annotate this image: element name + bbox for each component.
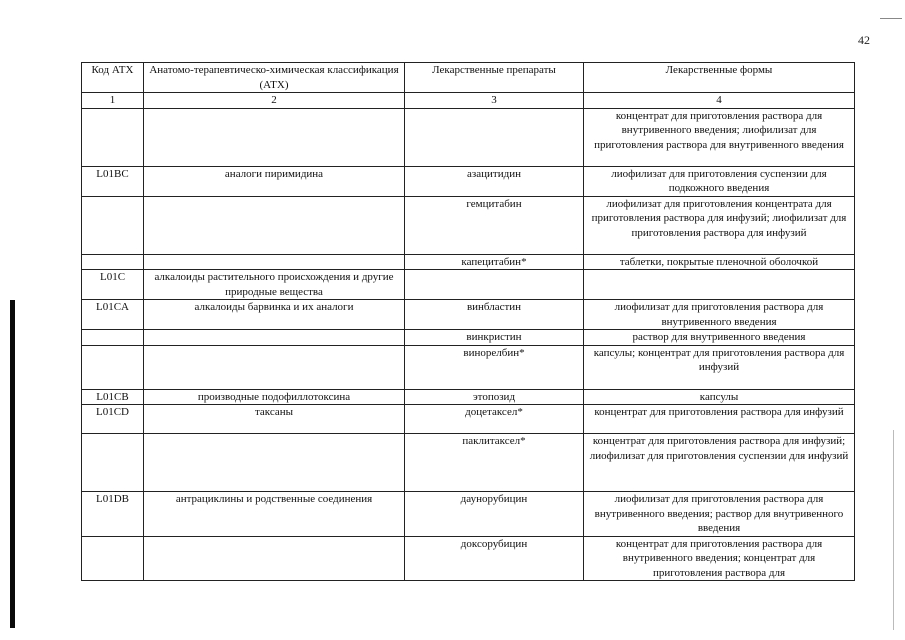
drug-cell (405, 108, 584, 166)
drug-cell: винбластин (405, 300, 584, 330)
dosage-form-cell: концентрат для приготовления раствора для внутривенного введения; лиофилизат для приготовления раствора для внутривенного введения (584, 108, 855, 166)
classification-cell (144, 196, 405, 254)
scan-mark (880, 18, 902, 19)
table-row (82, 108, 855, 166)
dosage-form-cell: концентрат для приготовления раствора для инфузий; лиофилизат для приготовления суспензии для инфузий (584, 434, 855, 492)
drug-cell: доцетаксел* (405, 405, 584, 434)
header-atx-code: Код АТХ (82, 63, 144, 93)
dosage-form-cell: капсулы (584, 389, 855, 405)
column-number-row (82, 93, 855, 109)
table-row (82, 166, 855, 196)
classification-cell: алкалоиды растительного происхождения и другие природные вещества (144, 270, 405, 300)
scan-edge-line (893, 430, 894, 630)
atx-code-cell (82, 254, 144, 270)
classification-cell (144, 434, 405, 492)
atx-code-cell: L01C (82, 270, 144, 300)
dosage-form-cell: концентрат для приготовления раствора для внутривенного введения; концентрат для приготовления раствора для (584, 536, 855, 581)
drug-cell: азацитидин (405, 166, 584, 196)
header-dosage-forms: Лекарственные формы (584, 63, 855, 93)
classification-cell (144, 254, 405, 270)
drug-cell: винорелбин* (405, 345, 584, 389)
classification-cell (144, 345, 405, 389)
drug-cell: капецитабин* (405, 254, 584, 270)
header-row (82, 63, 855, 93)
atx-code-cell: L01CB (82, 389, 144, 405)
table-row (82, 536, 855, 581)
table-row (82, 345, 855, 389)
atx-drug-table (81, 62, 855, 581)
table-row (82, 196, 855, 254)
atx-code-cell: L01BC (82, 166, 144, 196)
atx-code-cell (82, 330, 144, 346)
classification-cell: алкалоиды барвинка и их аналоги (144, 300, 405, 330)
atx-code-cell (82, 108, 144, 166)
dosage-form-cell: таблетки, покрытые пленочной оболочкой (584, 254, 855, 270)
drug-cell: доксорубицин (405, 536, 584, 581)
scan-edge-shadow (10, 300, 15, 628)
column-number: 3 (405, 93, 584, 109)
dosage-form-cell: раствор для внутривенного введения (584, 330, 855, 346)
column-number: 2 (144, 93, 405, 109)
classification-cell (144, 536, 405, 581)
classification-cell (144, 330, 405, 346)
drug-cell: гемцитабин (405, 196, 584, 254)
dosage-form-cell: лиофилизат для приготовления концентрата для приготовления раствора для инфузий; лиофилизат для приготовления раствора для инфузий (584, 196, 855, 254)
atx-code-cell: L01DB (82, 492, 144, 537)
atx-code-cell (82, 345, 144, 389)
dosage-form-cell: лиофилизат для приготовления раствора для внутривенного введения; раствор для внутривенного введения (584, 492, 855, 537)
classification-cell: аналоги пиримидина (144, 166, 405, 196)
table-row (82, 492, 855, 537)
dosage-form-cell: капсулы; концентрат для приготовления раствора для инфузий (584, 345, 855, 389)
classification-cell: таксаны (144, 405, 405, 434)
classification-cell: производные подофиллотоксина (144, 389, 405, 405)
dosage-form-cell (584, 270, 855, 300)
dosage-form-cell: лиофилизат для приготовления раствора для внутривенного введения (584, 300, 855, 330)
header-classification: Анатомо-терапевтическо-химическая классификация (АТХ) (144, 63, 405, 93)
header-drugs: Лекарственные препараты (405, 63, 584, 93)
table-row (82, 405, 855, 434)
column-number: 1 (82, 93, 144, 109)
dosage-form-cell: лиофилизат для приготовления суспензии для подкожного введения (584, 166, 855, 196)
column-number: 4 (584, 93, 855, 109)
dosage-form-cell: концентрат для приготовления раствора для инфузий (584, 405, 855, 434)
atx-code-cell: L01CA (82, 300, 144, 330)
table-row (82, 330, 855, 346)
classification-cell (144, 108, 405, 166)
atx-code-cell: L01CD (82, 405, 144, 434)
drug-cell: паклитаксел* (405, 434, 584, 492)
page-number: 42 (858, 33, 870, 47)
drug-cell: винкристин (405, 330, 584, 346)
table-row (82, 254, 855, 270)
atx-code-cell (82, 434, 144, 492)
atx-code-cell (82, 536, 144, 581)
drug-cell: этопозид (405, 389, 584, 405)
table-row (82, 389, 855, 405)
table-row (82, 434, 855, 492)
drug-cell: даунорубицин (405, 492, 584, 537)
drug-cell (405, 270, 584, 300)
atx-code-cell (82, 196, 144, 254)
table-row (82, 300, 855, 330)
table-row (82, 270, 855, 300)
classification-cell: антрациклины и родственные соединения (144, 492, 405, 537)
